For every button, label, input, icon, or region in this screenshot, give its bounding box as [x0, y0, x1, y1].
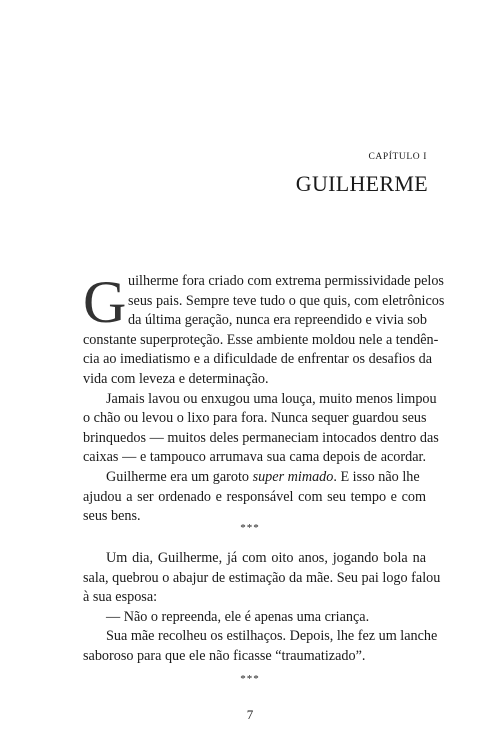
body-line: da última geração, nunca era repreendido e vivia sob	[128, 312, 427, 329]
body-line: uilherme fora criado com extrema permissividade pelos	[128, 273, 444, 289]
section-2-body	[83, 549, 441, 667]
body-line: seus pais. Sempre teve tudo o que quis, com eletrônicos	[128, 292, 445, 309]
body-line: vida com leveza e determinação.	[83, 370, 269, 387]
body-line: o chão ou levou o lixo para fora. Nunca sequer guardou seus	[83, 410, 427, 427]
body-line: brinquedos — muitos deles permaneciam intocados dentro das	[83, 429, 439, 446]
emphasis-text: super mimado	[252, 468, 334, 485]
body-text: Guilherme era um garoto	[106, 468, 250, 485]
body-line: Um dia, Guilherme, já com oito anos, jogando bola na	[106, 550, 426, 566]
body-line: seus bens.	[83, 508, 141, 525]
body-line: — Não o repreenda, ele é apenas uma criança.	[106, 608, 370, 625]
section-separator: ***	[240, 522, 260, 534]
body-line: à sua esposa:	[83, 589, 158, 606]
body-line: saboroso para que ele não ficasse “traumatizado”.	[83, 647, 366, 664]
body-line: Jamais lavou ou enxugou uma louça, muito menos limpou	[106, 390, 437, 407]
body-line: sala, quebrou o abajur de estimação da mãe. Seu pai logo falou	[83, 569, 441, 586]
body-text: . E isso não lhe	[333, 468, 420, 485]
chapter-label: CAPÍTULO I	[368, 152, 427, 162]
section-1-body	[83, 269, 445, 527]
chapter-title: GUILHERME	[295, 171, 428, 196]
body-line: caixas — e tampouco arrumava sua cama depois de acordar.	[83, 449, 426, 466]
body-line	[83, 468, 426, 488]
body-line: Sua mãe recolheu os estilhaços. Depois, lhe fez um lanche	[106, 628, 438, 645]
body-line: ajudou a ser ordenado e responsável com seu tempo e com	[83, 488, 426, 505]
page-number: 7	[246, 707, 254, 722]
section-separator: ***	[240, 673, 260, 685]
body-line: constante superproteção. Esse ambiente moldou nele a tendên-	[83, 331, 439, 348]
drop-cap: G	[83, 269, 127, 335]
body-line: cia ao imediatismo e a dificuldade de enfrentar os desafios da	[83, 351, 433, 368]
